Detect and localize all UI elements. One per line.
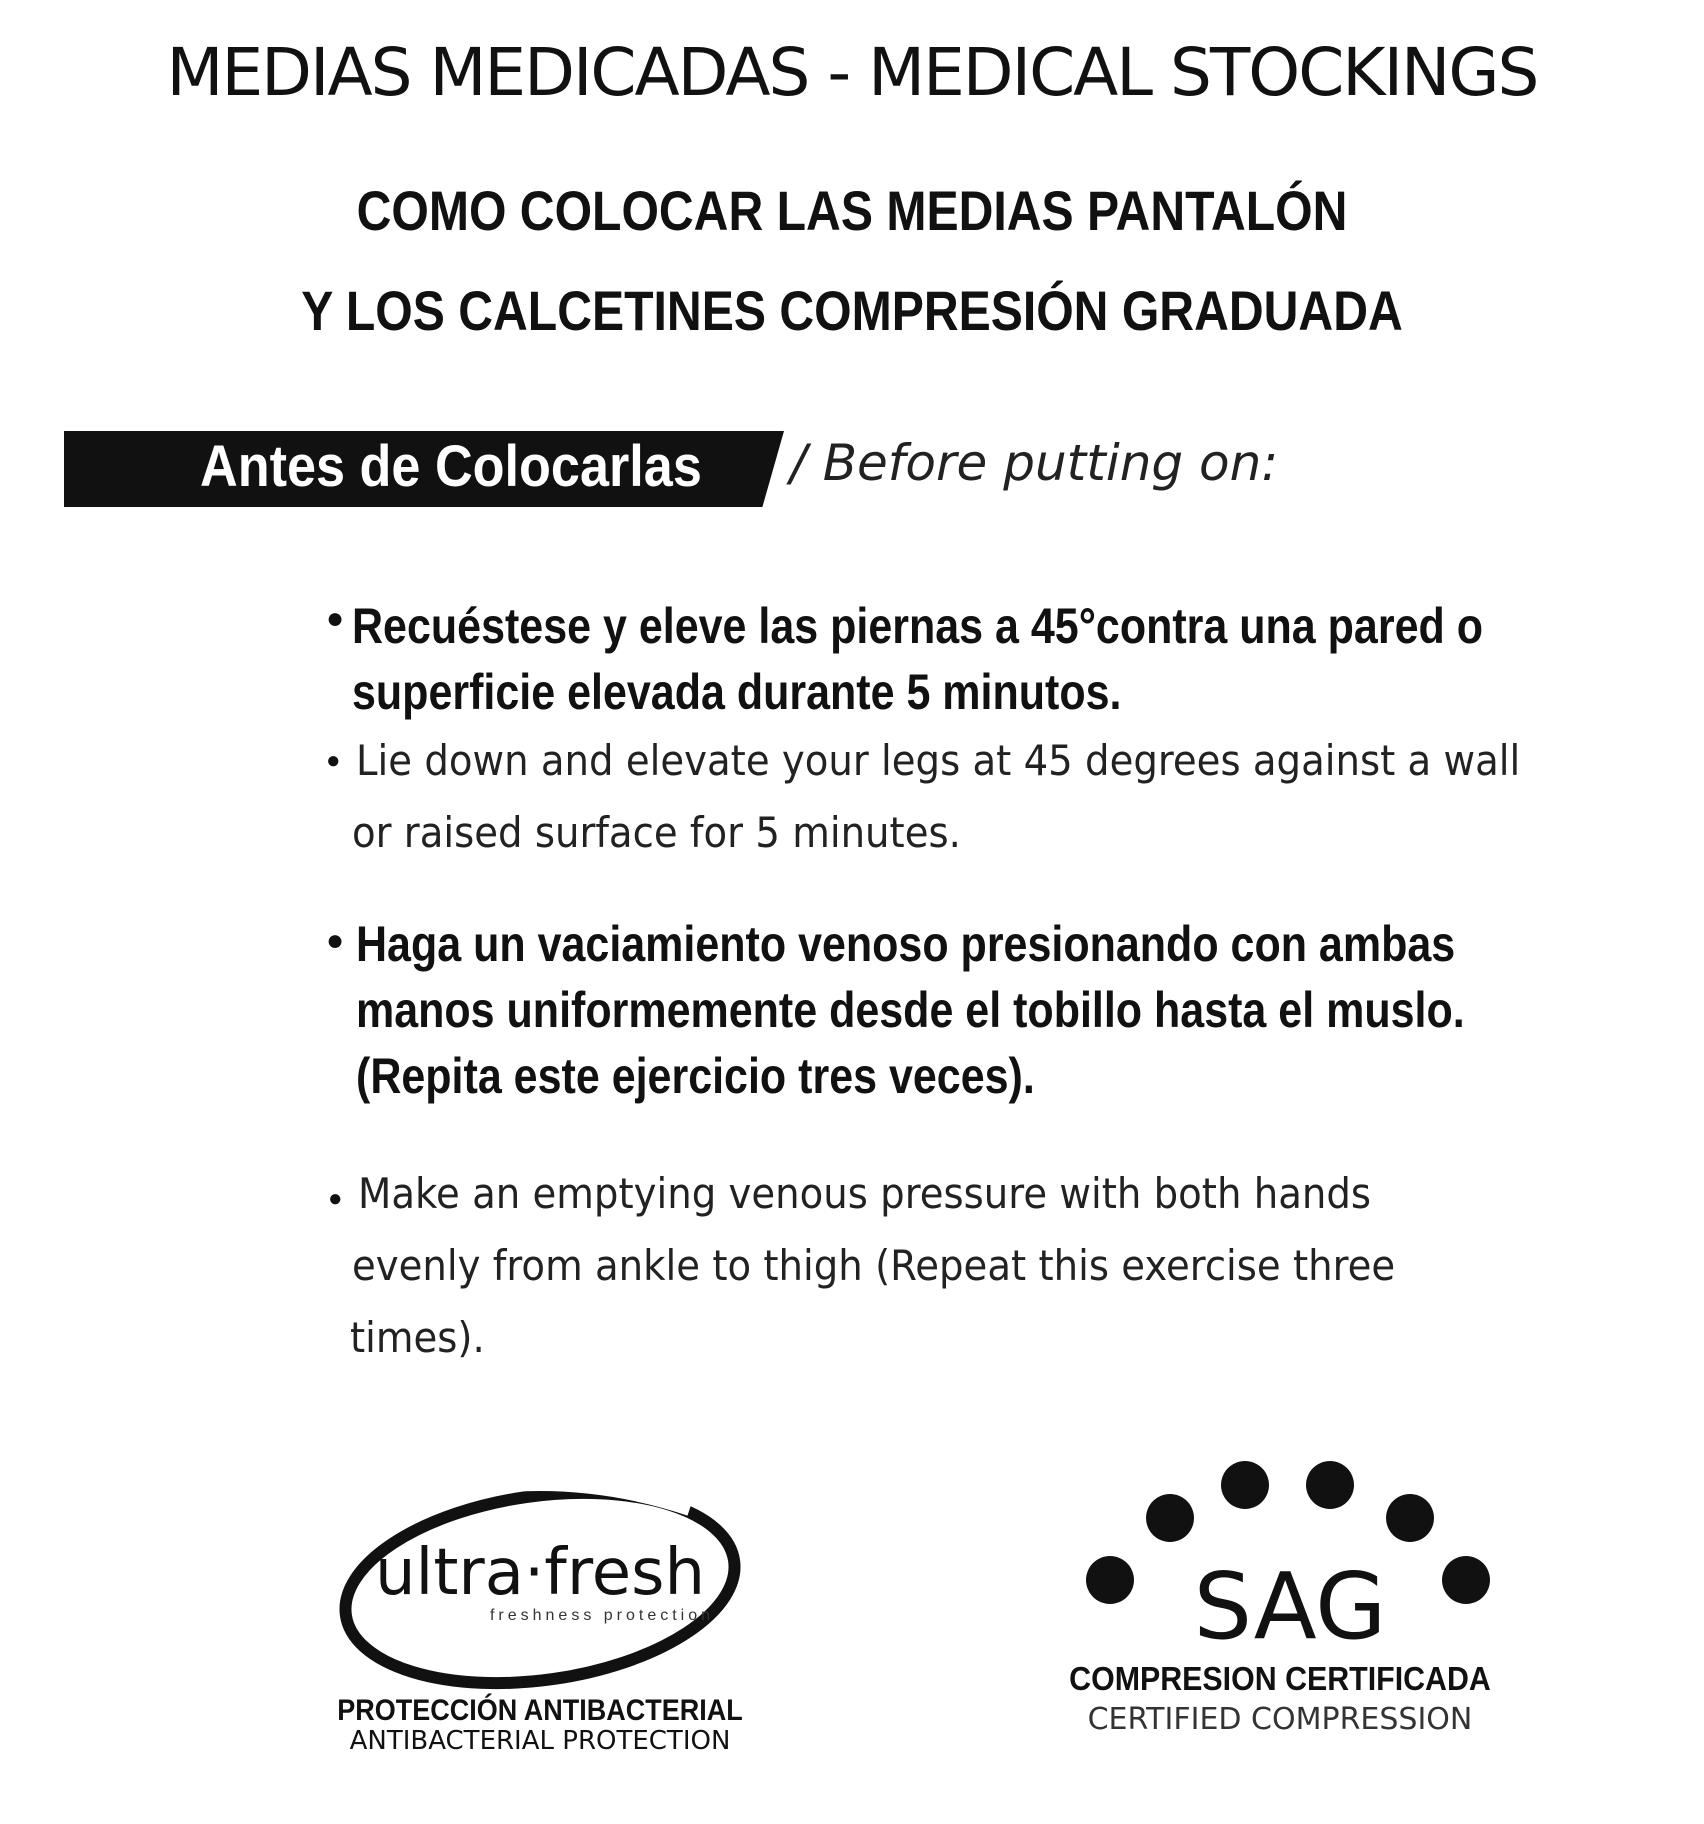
step2-es-line3: (Repita este ejercicio tres veces). bbox=[356, 1048, 1035, 1104]
section-label-es: Antes de Colocarlas bbox=[200, 434, 702, 499]
step2-es-line1: Haga un vaciamiento venoso presionando con ambas bbox=[356, 916, 1456, 972]
sag-dot bbox=[1386, 1494, 1434, 1542]
ultrafresh-wordmark: ultra·fresh bbox=[374, 1536, 706, 1610]
ultrafresh-tagline: freshness protection bbox=[489, 1607, 715, 1624]
step2-es-line2: manos uniformemente desde el tobillo hasta el muslo. bbox=[356, 982, 1465, 1038]
bullet-icon: ● bbox=[328, 1185, 343, 1212]
step2-en-line1: Make an emptying venous pressure with both hands bbox=[358, 1169, 1372, 1218]
sag-dot bbox=[1146, 1494, 1194, 1542]
sag-dot bbox=[1306, 1461, 1354, 1509]
step2-en-line2: evenly from ankle to thigh (Repeat this exercise three bbox=[352, 1241, 1396, 1290]
step1-en-line1: Lie down and elevate your legs at 45 degrees against a wall bbox=[356, 736, 1521, 785]
sag-dot bbox=[1221, 1461, 1269, 1509]
page-title: MEDIAS MEDICADAS - MEDICAL STOCKINGS bbox=[166, 34, 1538, 111]
step1-es-line1: Recuéstese y eleve las piernas a 45°contra una pared o bbox=[352, 598, 1483, 654]
ultrafresh-caption-es: PROTECCIÓN ANTIBACTERIAL bbox=[337, 1694, 743, 1727]
sag-caption-en: CERTIFIED COMPRESSION bbox=[1087, 1702, 1473, 1737]
subtitle-line-1: COMO COLOCAR LAS MEDIAS PANTALÓN bbox=[356, 179, 1348, 242]
sag-dot bbox=[1442, 1556, 1490, 1604]
step1-en-line2: or raised surface for 5 minutes. bbox=[352, 808, 961, 857]
bullet-icon: ● bbox=[326, 602, 345, 635]
ultrafresh-caption-en: ANTIBACTERIAL PROTECTION bbox=[349, 1726, 731, 1756]
sag-wordmark: SAG bbox=[1193, 1553, 1387, 1660]
bullet-icon: ● bbox=[326, 747, 341, 774]
bullet-icon: ● bbox=[326, 924, 345, 957]
ultrafresh-logo bbox=[330, 1468, 750, 1698]
sag-caption-es: COMPRESION CERTIFICADA bbox=[1069, 1660, 1491, 1697]
sag-logo bbox=[1060, 1450, 1500, 1670]
step1-es-line2: superficie elevada durante 5 minutos. bbox=[352, 664, 1122, 720]
section-label-en: / Before putting on: bbox=[790, 434, 1279, 492]
sag-dot bbox=[1086, 1556, 1134, 1604]
subtitle-line-2: Y LOS CALCETINES COMPRESIÓN GRADUADA bbox=[301, 279, 1403, 342]
step2-en-line3: times). bbox=[350, 1313, 485, 1362]
